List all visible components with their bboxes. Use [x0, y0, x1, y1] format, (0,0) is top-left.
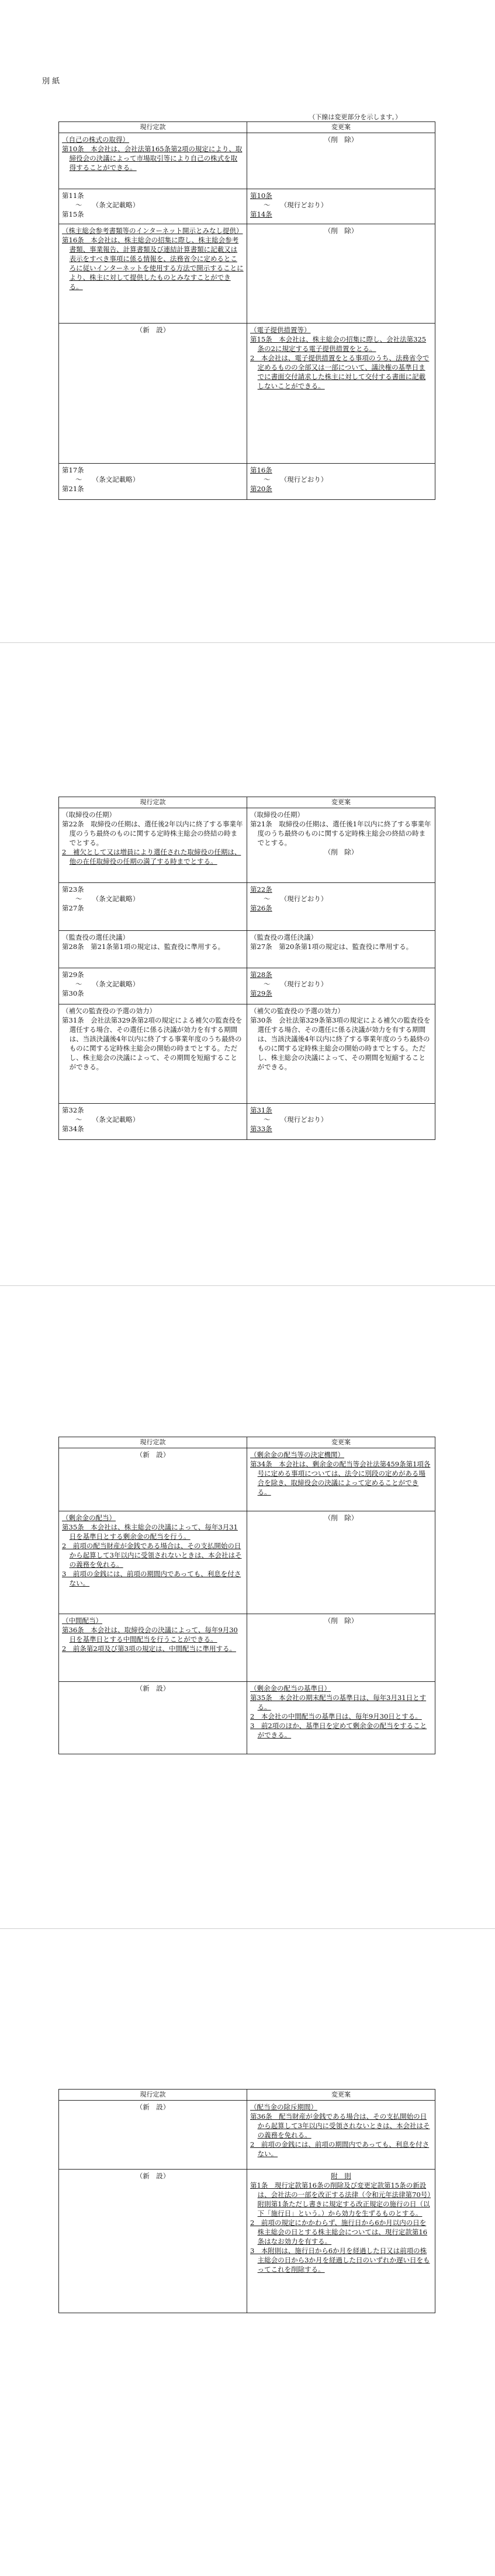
supplementary-title: 附 則	[331, 2172, 351, 2180]
deleted-marker: （削 除）	[324, 135, 358, 144]
article-range-note: ～ （現行どおり）	[264, 1115, 328, 1124]
article-text: 第31条 会社法第329条第2項の規定による補欠の監査役を選任する場合、その選任に係る決議が効力を有する期間は、当該決議後4年以内に終了する事業年度のうち最終のものに関する定時株主総会の開始の時までとする。ただし、株主総会の決議によって、その期間を短縮することができる。	[62, 1016, 243, 1071]
page-1	[0, 0, 495, 642]
proposed-cell	[247, 1004, 435, 1104]
proposed-cell	[247, 1104, 435, 1140]
article-text: 第36条 配当財産が金銭である場合は、その支払開始の日から起算して3年以内に受領されないときは、本会社はその義務を免れる。	[250, 2112, 430, 2139]
article-text: 2 前項の規定にかかわらず、施行日から6か月以内の日を株主総会の日とする株主総会については、現行定款第16条はなお効力を有する。	[250, 2219, 428, 2245]
article-caption: （剰余金の配当等の決定機関）	[250, 1451, 344, 1459]
article-range-end: 第15条	[62, 210, 84, 218]
header-proposed: 変更案	[247, 122, 435, 133]
underline-note: （下線は変更部分を示します。）	[309, 113, 401, 121]
amendment-table-3	[58, 1437, 435, 1754]
current-cell	[59, 931, 247, 968]
header-current: 現行定款	[59, 1437, 247, 1448]
new-marker: （新 設）	[136, 326, 170, 334]
proposed-cell	[247, 1448, 435, 1511]
new-marker: （新 設）	[136, 2103, 170, 2111]
article-range-note: ～ （現行どおり）	[264, 475, 328, 484]
current-cell	[59, 2101, 247, 2170]
page-4	[0, 1929, 495, 2576]
header-proposed: 変更案	[247, 1437, 435, 1448]
amendment-table-2	[58, 797, 435, 1140]
proposed-cell	[247, 224, 435, 324]
proposed-cell	[247, 324, 435, 464]
article-range-note: ～ （条文記載略）	[75, 201, 140, 209]
amendment-table-4	[58, 2089, 435, 2313]
article-text: 第28条 第21条第1項の規定は、監査役に準用する。	[62, 943, 225, 951]
article-range-end: 第20条	[250, 485, 272, 493]
article-range-end: 第27条	[62, 904, 84, 912]
article-range-end: 第29条	[250, 989, 272, 997]
article-text: 第15条 本会社は、株主総会の招集に際し、会社法第325条の2に規定する電子提供措置をとる。	[250, 335, 427, 353]
article-range-note: ～ （条文記載略）	[75, 895, 140, 903]
current-cell	[59, 1448, 247, 1511]
article-caption: （中間配当）	[62, 1616, 102, 1625]
proposed-cell	[247, 968, 435, 1004]
article-range-note: ～ （条文記載略）	[75, 980, 140, 988]
current-cell	[59, 464, 247, 500]
page-2	[0, 643, 495, 1285]
article-range-note: ～ （現行どおり）	[264, 201, 328, 209]
article-range-note: ～ （現行どおり）	[264, 895, 328, 903]
new-marker: （新 設）	[136, 2172, 170, 2180]
article-caption: （補欠の監査役の予選の効力）	[250, 1007, 344, 1015]
article-range-start: 第11条	[62, 192, 84, 200]
proposed-cell	[247, 189, 435, 224]
current-cell	[59, 808, 247, 883]
proposed-cell	[247, 1682, 435, 1754]
current-cell	[59, 133, 247, 189]
article-text: 第30条 会社法第329条第3項の規定による補欠の監査役を選任する場合、その選任に係る決議が効力を有する期間は、当該決議後4年以内に終了する事業年度のうち最終のものに関する定時株主総会の開始の時までとする。ただし、株主総会の決議によって、その期間を短縮することができる。	[250, 1016, 431, 1071]
article-text: 第35条 本会社は、株主総会の決議によって、毎年3月31日を基準日とする剰余金の配当を行う。	[62, 1523, 238, 1541]
current-cell	[59, 1004, 247, 1104]
article-range-end: 第30条	[62, 989, 84, 997]
article-caption: （電子提供措置等）	[250, 326, 311, 334]
header-current: 現行定款	[59, 122, 247, 133]
article-range-start: 第23条	[62, 885, 84, 894]
article-caption: （補欠の監査役の予選の効力）	[62, 1007, 156, 1015]
current-cell	[59, 968, 247, 1004]
deleted-marker: （削 除）	[324, 848, 358, 856]
article-text: 3 前項の金銭には、前項の期間内であっても、利息を付さない。	[62, 1570, 241, 1587]
article-caption: （配当金の除斥期間）	[250, 2103, 317, 2111]
article-range-end: 第26条	[250, 904, 272, 912]
proposed-cell	[247, 2170, 435, 2313]
current-cell	[59, 1614, 247, 1682]
article-text: 第1条 現行定款第16条の削除及び変更定款第15条の新設は、会社法の一部を改正する法律（令和元年法律第70号）附則第1条ただし書きに規定する改正規定の施行の日（以下「施行日」という。）から効力を生ずるものとする。	[250, 2181, 431, 2217]
proposed-cell	[247, 2101, 435, 2170]
proposed-cell	[247, 808, 435, 883]
current-cell	[59, 2170, 247, 2313]
article-caption: （自己の株式の取得）	[62, 135, 129, 144]
header-proposed: 変更案	[247, 797, 435, 808]
article-text: 第34条 本会社は、剰余金の配当等会社法第459条第1項各号に定める事項については、法令に別段の定めがある場合を除き、取締役会の決議によって定めることができる。	[250, 1460, 431, 1496]
article-text: 第35条 本会社の期末配当の基準日は、毎年3月31日とする。	[250, 1694, 427, 1711]
article-text: 第16条 本会社は、株主総会の招集に際し、株主総会参考書類、事業報告、計算書類及び連結計算書類に記載又は表示をすべき事項に係る情報を、法務省令に定めるところに従いインターネットを使用する方法で開示することにより、株主に対して提供したものとみなすことができる。	[62, 236, 244, 291]
proposed-cell	[247, 883, 435, 931]
article-caption: （剰余金の配当）	[62, 1514, 116, 1522]
article-range-start: 第16条	[250, 466, 272, 474]
article-range-start: 第10条	[250, 192, 272, 200]
article-text: 第10条 本会社は、会社法第165条第2項の規定により、取締役会の決議によって市場取引等により自己の株式を取得することができる。	[62, 145, 243, 172]
article-range-note: ～ （条文記載略）	[75, 475, 140, 484]
current-cell	[59, 224, 247, 324]
article-text: 2 前条第2項及び第3項の規定は、中間配当に準用する。	[62, 1645, 236, 1653]
article-range-end: 第34条	[62, 1125, 84, 1133]
article-range-end: 第14条	[250, 210, 272, 218]
article-text: 2 本会社の中間配当の基準日は、毎年9月30日とする。	[250, 1712, 422, 1720]
article-caption: （剰余金の配当の基準日）	[250, 1684, 331, 1692]
proposed-cell	[247, 1511, 435, 1614]
article-text: 2 本会社は、電子提供措置をとる事項のうち、法務省令で定めるものの全部又は一部について、議決権の基準日までに書面交付請求した株主に対して交付する書面に記載しないことができる。	[250, 354, 430, 390]
article-range-start: 第31条	[250, 1106, 272, 1114]
article-range-start: 第29条	[62, 971, 84, 979]
article-caption: （取締役の任期）	[250, 811, 304, 819]
new-marker: （新 設）	[136, 1451, 170, 1459]
deleted-marker: （削 除）	[324, 1616, 358, 1625]
article-range-note: ～ （条文記載略）	[75, 1115, 140, 1124]
article-range-start: 第32条	[62, 1106, 84, 1114]
new-marker: （新 設）	[136, 1684, 170, 1692]
article-caption: （監査役の選任決議）	[62, 933, 129, 941]
article-text: 第27条 第20条第1項の規定は、監査役に準用する。	[250, 943, 413, 951]
attachment-label: 別 紙	[42, 77, 60, 86]
header-current: 現行定款	[59, 2090, 247, 2101]
deleted-marker: （削 除）	[324, 1514, 358, 1522]
article-text: 第21条 取締役の任期は、選任後1年以内に終了する事業年度のうち最終のものに関する定時株主総会の終結の時までとする。	[250, 820, 431, 847]
proposed-cell	[247, 464, 435, 500]
article-range-start: 第28条	[250, 971, 272, 979]
article-caption: （監査役の選任決議）	[250, 933, 317, 941]
proposed-cell	[247, 1614, 435, 1682]
article-text: 2 前項の配当財産が金銭である場合は、その支払開始の日から起算して3年以内に受領されないときは、本会社はその義務を免れる。	[62, 1542, 242, 1569]
current-cell	[59, 189, 247, 224]
proposed-cell	[247, 931, 435, 968]
article-range-start: 第22条	[250, 885, 272, 894]
article-text: 第22条 取締役の任期は、選任後2年以内に終了する事業年度のうち最終のものに関する定時株主総会の終結の時までとする。	[62, 820, 243, 847]
article-range-note: ～ （現行どおり）	[264, 980, 328, 988]
article-caption: （取締役の任期）	[62, 811, 116, 819]
article-caption: （株主総会参考書類等のインターネット開示とみなし提供）	[62, 227, 243, 235]
current-cell	[59, 324, 247, 464]
article-range-start: 第17条	[62, 466, 84, 474]
page-3	[0, 1286, 495, 1928]
article-range-end: 第21条	[62, 485, 84, 493]
article-range-end: 第33条	[250, 1125, 272, 1133]
header-current: 現行定款	[59, 797, 247, 808]
article-text: 3 本附則は、施行日から6か月を経過した日又は前項の株主総会の日から3か月を経過した日のいずれか遅い日をもってこれを削除する。	[250, 2247, 430, 2273]
deleted-marker: （削 除）	[324, 227, 358, 235]
current-cell	[59, 1682, 247, 1754]
article-text: 第36条 本会社は、取締役会の決議によって、毎年9月30日を基準日とする中間配当を行うことができる。	[62, 1626, 238, 1643]
current-cell	[59, 1104, 247, 1140]
article-text: 2 前項の金銭には、前項の期間内であっても、利息を付さない。	[250, 2140, 430, 2158]
proposed-cell	[247, 133, 435, 189]
article-text: 2 補欠として又は増員により選任された取締役の任期は、他の在任取締役の任期の満了する時までとする。	[62, 848, 241, 865]
current-cell	[59, 1511, 247, 1614]
amendment-table-1	[58, 121, 435, 500]
current-cell	[59, 883, 247, 931]
header-proposed: 変更案	[247, 2090, 435, 2101]
article-text: 3 前2項のほか、基準日を定めて剰余金の配当をすることができる。	[250, 1722, 427, 1739]
